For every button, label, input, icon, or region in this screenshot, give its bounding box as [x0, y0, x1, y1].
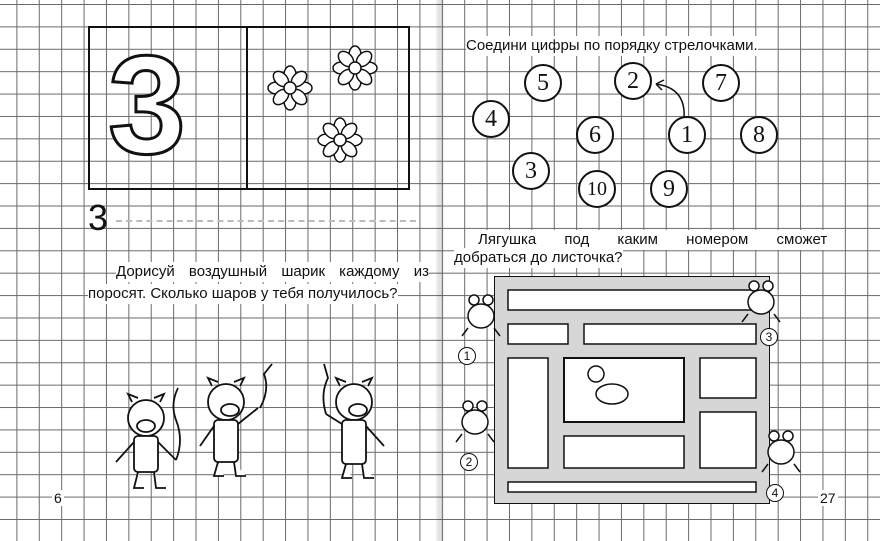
tracing-dashes [116, 220, 416, 222]
frog-number-1: 1 [458, 347, 476, 365]
maze-task-line2: добраться до листочка? [454, 249, 623, 266]
circled-number-7: 7 [702, 64, 740, 102]
circled-number-1: 1 [668, 116, 706, 154]
circled-number-2: 2 [614, 62, 652, 100]
frogs [450, 280, 806, 480]
trace-digit: 3 [88, 197, 109, 238]
balloon-task-line2: поросят. Сколько шаров у тебя получилось? [88, 285, 398, 302]
frog-number-2: 2 [460, 453, 478, 471]
connect-task: Соедини цифры по порядку стрелочками. [466, 37, 758, 54]
pigs-illustration [96, 358, 416, 508]
circled-number-9: 9 [650, 170, 688, 208]
circled-number-5: 5 [524, 64, 562, 102]
frog-number-3: 3 [760, 328, 778, 346]
page-number-left: 6 [54, 490, 62, 506]
balloon-task-line1: Дорисуй воздушный шарик каждому из [116, 263, 429, 280]
big-digit: 3 [108, 26, 186, 183]
page-number-right: 27 [820, 490, 836, 506]
daisy-flowers [260, 40, 380, 170]
circled-number-3: 3 [512, 152, 550, 190]
page-gutter [436, 0, 444, 541]
maze-task-line1: Лягушка под каким номером сможет [478, 231, 828, 248]
circled-number-8: 8 [740, 116, 778, 154]
circled-number-10: 10 [578, 170, 616, 208]
frog-number-4: 4 [766, 484, 784, 502]
circled-number-4: 4 [472, 100, 510, 138]
circled-number-6: 6 [576, 116, 614, 154]
